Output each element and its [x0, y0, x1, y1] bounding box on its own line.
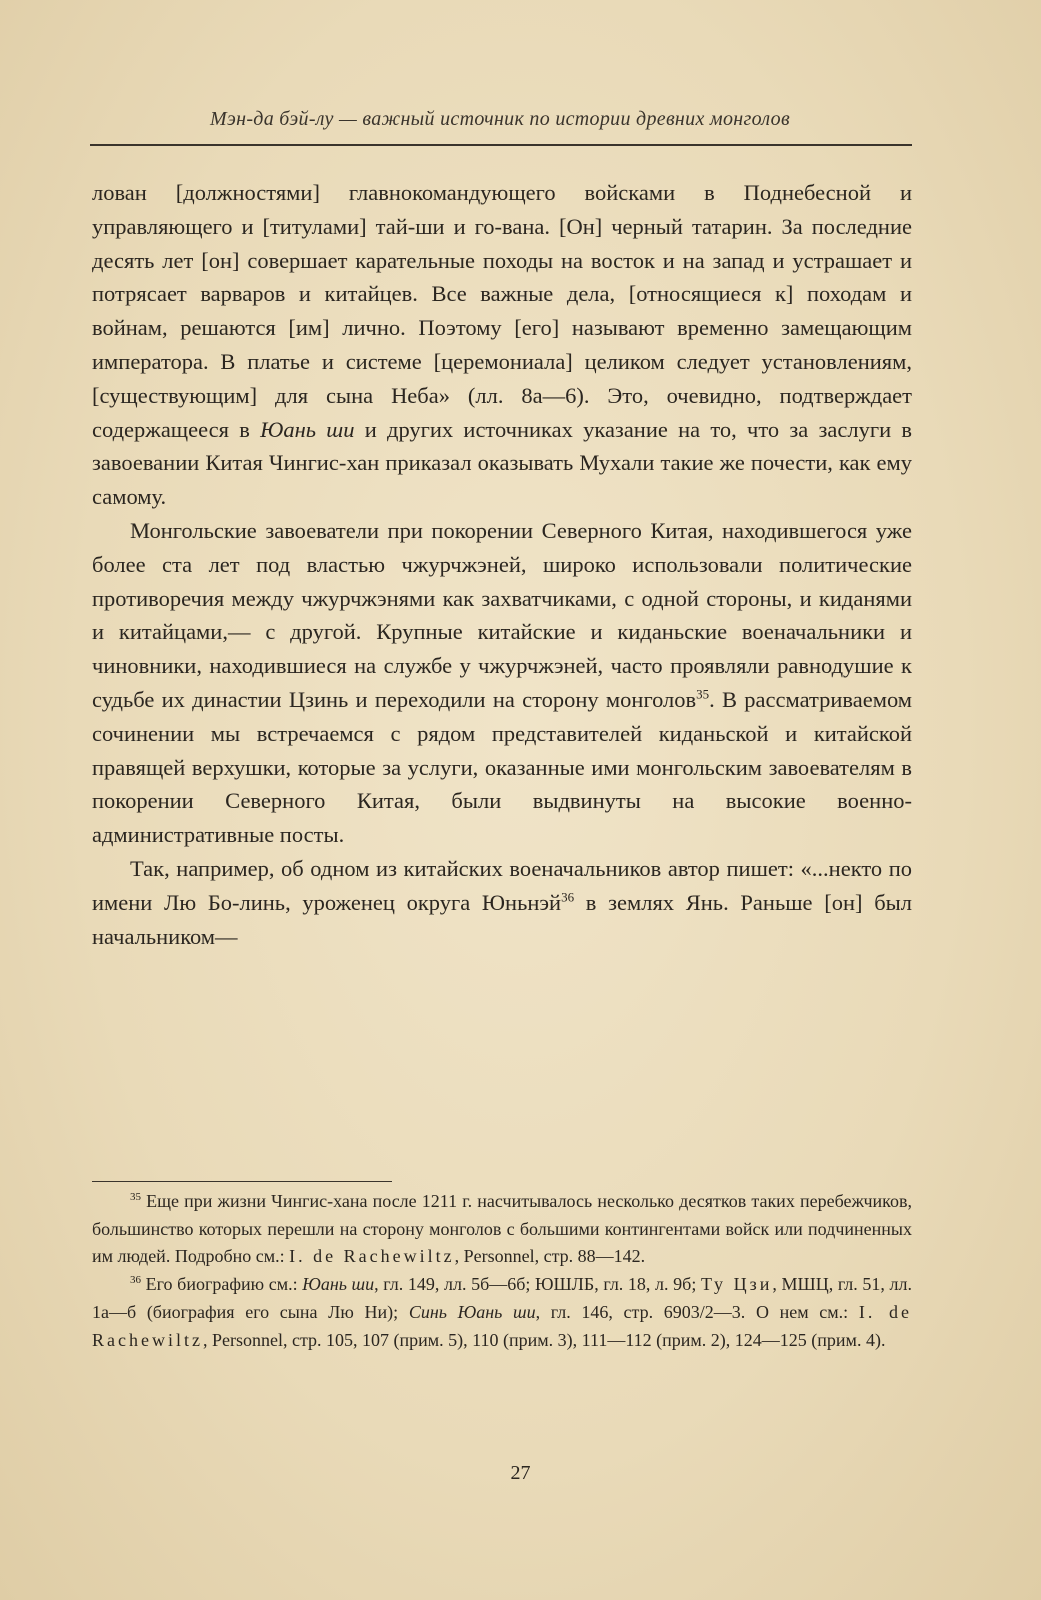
- author-name: Ту Цзи: [700, 1274, 773, 1295]
- footnote-35: $^{35}$ Еще при жизни Чингис-хана после 1211 г. насчитывалось несколько десятков таких перебежчиков, большинство которых перешли на сторону монголов с большими контингентами войск или подчиненных им людей. Подробно см.: I. de Rachewiltz, Personnel, стр. 88—142.: [92, 1191, 912, 1267]
- paragraph-3: Так, например, об одном из китайских военачальников автор пишет: «...некто по имени Лю Бо-линь, уроженец округа Юньнэй$^{36}$ в землях Янь. Раньше [он] был начальником—: [92, 855, 912, 949]
- footnote-ref-36[interactable]: 36: [561, 889, 575, 905]
- paragraph-1: лован [должностями] главнокомандующего войсками в Поднебесной и управляющего и [титулами] тай-ши и го-вана. [Он] черный татарин. За последние десять лет [он] совершает карательные походы на восток и на запад и устрашает и потрясает варваров и китайцев. Все важные дела, [относящиеся к] походам и войнам, решаются [им] лично. Поэтому [его] называют временно замещающим императора. В платье и системе [церемониала] целиком следует установлениям, [существующим] для сына Неба» (лл. 8а—6). Это, очевидно, подтверждает содержащееся в Юань ши и других источниках указание на то, что за заслуги в завоевании Китая Чингис-хан приказал оказывать Мухали такие же почести, как ему самому.: [92, 180, 912, 510]
- source-title: Юань ши: [260, 416, 355, 442]
- author-name: I. de Rachewiltz: [289, 1246, 455, 1267]
- footnote-36: $^{36}$ Его биографию см.: Юань ши, гл. 149, лл. 5б—6б; ЮШЛБ, гл. 18, л. 9б; Ту Цзи, МШЦ, гл. 51, лл. 1а—б (биография его сына Лю Ни); Синь Юань ши, гл. 146, стр. 6903/2—3. О нем см.: I. de Rachewiltz, Personnel, стр. 105, 107 (прим. 5), 110 (прим. 3), 111—112 (прим. 2), 124—125 (прим. 4).: [92, 1274, 913, 1350]
- footnote-ref-35[interactable]: 35: [696, 686, 710, 702]
- author-name: I. de Rachewiltz: [92, 1301, 913, 1350]
- page-number: 27: [510, 1462, 531, 1484]
- paragraph-2: Монгольские завоеватели при покорении Северного Китая, находившегося уже более ста лет под властью чжурчжэней, широко использовали политические противоречия между чжурчжэнями как захватчиками, с одной стороны, и киданями и китайцами,— с другой. Крупные китайские и киданьские военачальники и чиновники, находившиеся на службе у чжурчжэней, часто проявляли равнодушие к судьбе их династии Цзинь и переходили на сторону монголов$^{35}$. В рассматриваемом сочинении мы встречаемся с рядом представителей киданьской и китайской правящей верхушки, которые за услуги, оказанные ими монгольским завоевателям в покорении Северного Китая, были выдвинуты на высокие военно-административные посты.: [92, 517, 912, 848]
- header-rule: [90, 144, 912, 146]
- main-text: [92, 176, 912, 953]
- running-title: Мэн-да бэй-лу — важный источник по истории древних монголов: [210, 108, 790, 130]
- footnotes: [92, 1188, 912, 1354]
- footnote-rule: [92, 1181, 392, 1182]
